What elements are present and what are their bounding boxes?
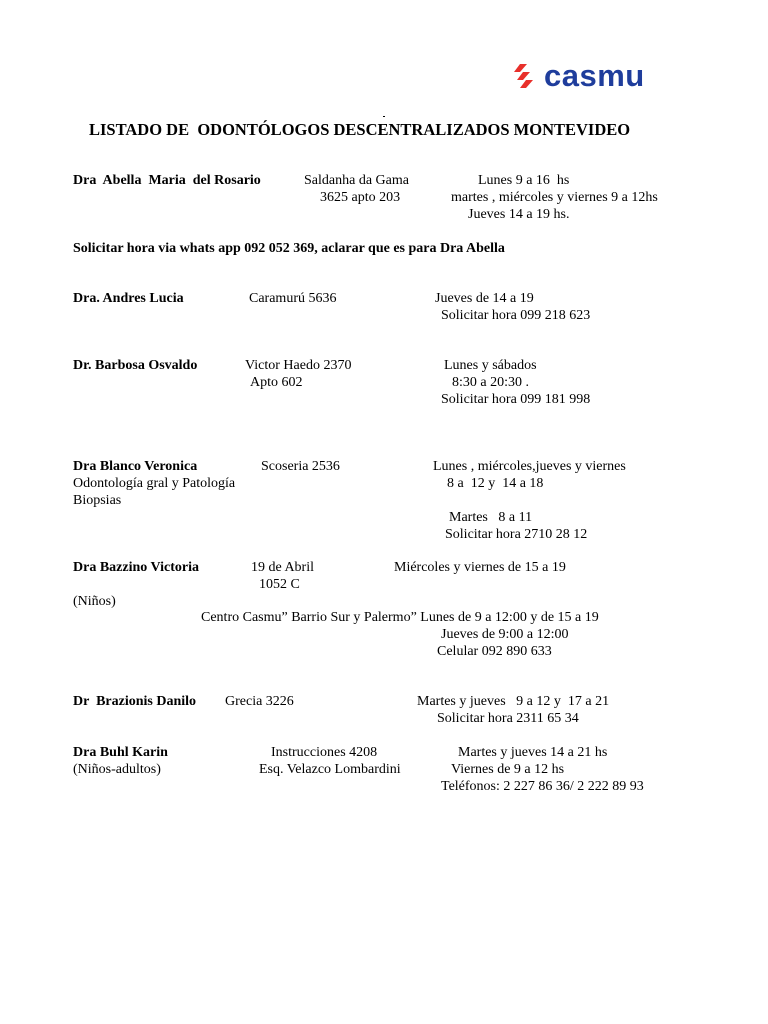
entry-schedule-line: Solicitar hora 099 218 623 <box>441 308 591 323</box>
entry-name: Dra Buhl Karin <box>73 745 168 760</box>
casmu-logo <box>514 58 645 94</box>
entry-schedule-line: martes , miércoles y viernes 9 a 12hs <box>451 190 658 205</box>
entry-schedule-line: Lunes 9 a 16 hs <box>478 173 570 188</box>
entry-schedule-line: Jueves de 14 a 19 <box>435 291 534 306</box>
entry-schedule-line: Martes 8 a 11 <box>449 510 533 525</box>
entry-specialty: (Niños-adultos) <box>73 762 161 777</box>
casmu-logo-text: casmu <box>544 58 645 93</box>
entry-address-line: Instrucciones 4208 <box>271 745 378 760</box>
entry-name: Dra. Andres Lucia <box>73 291 184 306</box>
entry-schedule-line: Solicitar hora 2710 28 12 <box>445 527 588 542</box>
entry-schedule-line: Miércoles y viernes de 15 a 19 <box>394 560 566 575</box>
entry-name: Dra Blanco Veronica <box>73 459 198 474</box>
entry-schedule-line: Viernes de 9 a 12 hs <box>451 762 565 777</box>
entry-schedule-line: Jueves de 9:00 a 12:00 <box>441 627 569 642</box>
entry-schedule-line: Lunes y sábados <box>444 358 537 373</box>
entry-name: Dr. Barbosa Osvaldo <box>73 358 198 373</box>
entry-specialty: Odontología gral y Patología <box>73 476 236 491</box>
entry-schedule-line: Solicitar hora 2311 65 34 <box>437 711 579 726</box>
entry-schedule-line: Solicitar hora 099 181 998 <box>441 392 591 407</box>
entry-schedule-line: Teléfonos: 2 227 86 36/ 2 222 89 93 <box>441 779 644 794</box>
entry-schedule-line: 8:30 a 20:30 . <box>452 375 529 390</box>
entry-address-line: Grecia 3226 <box>225 694 294 709</box>
entry-address-line: Caramurú 5636 <box>249 291 337 306</box>
entry-address-line: Apto 602 <box>250 375 303 390</box>
entry-schedule-line: Jueves 14 a 19 hs. <box>468 207 570 222</box>
entry-schedule-line: Lunes , miércoles,jueves y viernes <box>433 459 626 474</box>
page-title: LISTADO DE ODONTÓLOGOS DESCENTRALIZADOS MONTEVIDEO <box>89 120 631 139</box>
entry-name: Dra Abella Maria del Rosario <box>73 173 261 188</box>
title-tick-mark <box>383 116 385 117</box>
entry-address-line: 1052 C <box>259 577 300 592</box>
entry-schedule-line: Martes y jueves 9 a 12 y 17 a 21 <box>417 694 610 709</box>
entry-specialty: Biopsias <box>73 493 122 508</box>
entry-name: Dra Bazzino Victoria <box>73 560 199 575</box>
entry-schedule-line: 8 a 12 y 14 a 18 <box>447 476 544 491</box>
entry-address-line: Victor Haedo 2370 <box>245 358 352 373</box>
entry-address-line: Scoseria 2536 <box>261 459 340 474</box>
entry-schedule-line: Celular 092 890 633 <box>437 644 552 659</box>
entry-address-line: Saldanha da Gama <box>304 173 409 188</box>
entry-name: Dr Brazionis Danilo <box>73 694 197 709</box>
entry-address-line: 19 de Abril <box>251 560 314 575</box>
entry-note: Solicitar hora via whats app 092 052 369, aclarar que es para Dra Abella <box>73 241 505 256</box>
entry-specialty: (Niños) <box>73 594 116 609</box>
entry-address-line: 3625 apto 203 <box>320 190 401 205</box>
casmu-logo-icon <box>514 62 538 90</box>
entry-schedule-line: Martes y jueves 14 a 21 hs <box>458 745 608 760</box>
entry-address-line: Esq. Velazco Lombardini <box>259 762 401 777</box>
entry-schedule-line: Centro Casmu” Barrio Sur y Palermo” Lunes de 9 a 12:00 y de 15 a 19 <box>201 610 599 625</box>
